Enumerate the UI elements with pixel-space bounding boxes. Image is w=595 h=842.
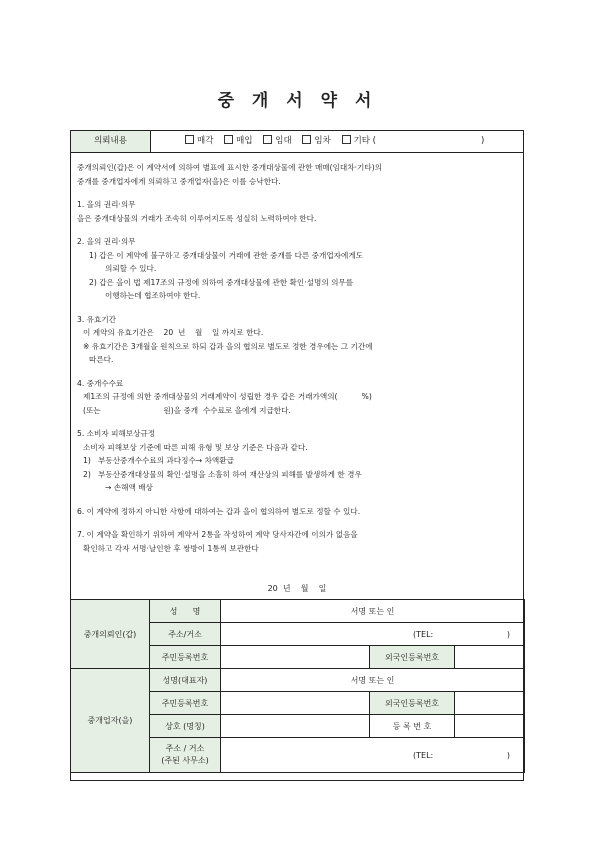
client-name-label: 성 명 <box>150 600 221 623</box>
request-label: 의뢰내용 <box>71 131 151 152</box>
option-sale[interactable]: 매각 <box>185 136 213 146</box>
section-heading: 1. 을의 권리·의무 <box>77 200 136 209</box>
client-party-label: 중개의뢰인(갑) <box>71 600 150 669</box>
broker-trade-label: 상호 (명칭) <box>150 715 221 738</box>
option-other[interactable]: 기타 ( <box>342 136 376 146</box>
client-rrn-label: 주민등록번호 <box>150 646 221 669</box>
checkbox[interactable] <box>224 135 233 144</box>
tel-open: (TEL: <box>413 750 434 760</box>
intro-line: 중개를 중개업자에게 의뢰하고 중개업자(을)은 이를 승낙한다. <box>77 176 281 186</box>
client-signature-field[interactable] <box>221 600 525 623</box>
broker-party-label: 중개업자(을) <box>71 669 150 773</box>
contract-body <box>77 161 519 555</box>
client-address-label: 주소/거소 <box>150 623 221 646</box>
section-heading: 2. 을의 권리·의무 <box>77 237 136 246</box>
section-text: → 손해액 배상 <box>105 483 153 492</box>
section-text: 을은 중개대상물의 거래가 조속히 이루어지도록 성실히 노력하여야 한다. <box>77 213 317 223</box>
checkbox[interactable] <box>342 135 351 144</box>
section-text: 2) 갑은 을이 법 제17조의 규정에 의하여 중개대상물에 관한 확인·설명의 의무를 <box>89 277 354 287</box>
intro-line: 중개의뢰인(갑)은 이 계약서에 의하여 별표에 표시한 중개대상물에 관한 매매(임대차·기타)의 <box>77 163 382 172</box>
section-text: 1) 갑은 이 계약에 불구하고 중개대상물이 거래에 관한 중개를 다른 중개업자에게도 <box>89 250 364 260</box>
section-text: (또는 원)을 중개 수수료로 을에게 지급한다. <box>83 405 291 415</box>
section-text: 이 계약의 유효기간은 20 년 월 일 까지로 한다. <box>83 328 264 337</box>
broker-signature-field[interactable] <box>221 669 525 692</box>
tel-open: (TEL: <box>413 629 434 639</box>
signature-table <box>70 599 525 773</box>
option-purchase[interactable]: 매입 <box>224 136 252 146</box>
checkbox[interactable] <box>185 135 194 144</box>
section-text: 1) 부동산중개수수료의 과다징수→ 차액환급 <box>83 456 234 465</box>
broker-foreign-field[interactable] <box>455 692 525 715</box>
checkbox[interactable] <box>263 135 272 144</box>
section-heading: 3. 유효기간 <box>77 314 117 324</box>
client-rrn-field[interactable] <box>221 646 370 669</box>
client-foreign-field[interactable] <box>455 646 525 669</box>
option-rent[interactable]: 임차 <box>302 136 330 146</box>
section-text: ※ 유효기간은 3개월을 원칙으로 하되 갑과 을의 협의로 별도로 정한 경우에는 그 기간에 <box>83 341 373 351</box>
broker-rrn-field[interactable] <box>221 692 370 715</box>
broker-address-field[interactable] <box>221 738 525 773</box>
client-foreign-label: 외국인등록번호 <box>370 646 455 669</box>
section-heading: 5. 소비자 피해보상규정 <box>77 429 156 438</box>
broker-name-label: 성명(대표자) <box>150 669 221 692</box>
section-text: 따른다. <box>89 355 114 364</box>
option-lease[interactable]: 임대 <box>263 136 291 146</box>
tel-close: ) <box>506 750 510 760</box>
broker-reg-label: 등 록 번 호 <box>370 715 455 738</box>
broker-address-label: 주소 / 거소 (주된 사무소) <box>150 738 221 773</box>
section-text: 이행하는데 협조하여야 한다. <box>105 291 201 300</box>
date-line: 20 년 월 일 <box>267 584 327 593</box>
signature-hint: 서명 또는 인 <box>350 675 395 685</box>
section-text: 제1조의 규정에 의한 중개대상물의 거래계약이 성립한 경우 갑은 거래가액의( %) <box>83 392 372 401</box>
tel-close: ) <box>506 629 510 639</box>
section-text: 소비자 피해보상 기준에 따른 피해 유형 및 보상 기준은 다음과 같다. <box>83 442 308 452</box>
signature-hint: 서명 또는 인 <box>350 606 395 616</box>
checkbox[interactable] <box>302 135 311 144</box>
contract-frame <box>70 130 524 781</box>
broker-trade-field[interactable] <box>221 715 370 738</box>
broker-foreign-label: 외국인등록번호 <box>370 692 455 715</box>
broker-rrn-label: 주민등록번호 <box>150 692 221 715</box>
section-heading: 6. 이 계약에 정하지 아니한 사항에 대하여는 갑과 을이 협의하여 별도로 정할 수 있다. <box>77 506 361 516</box>
option-other-close: ) <box>481 136 485 146</box>
section-text: 2) 부동산중개대상물의 확인·설명을 소홀히 하여 재산상의 피해를 발생하게 한 경우 <box>83 469 362 479</box>
section-text: 의뢰할 수 있다. <box>105 264 157 273</box>
section-heading: 7. 이 계약을 확인하기 위하여 계약서 2통을 작성하여 계약 당사자간에 이의가 없음을 <box>77 530 358 539</box>
broker-reg-field[interactable] <box>455 715 525 738</box>
request-row <box>71 131 523 153</box>
page-title: 중 개 서 약 서 <box>217 91 378 111</box>
client-address-field[interactable] <box>221 623 525 646</box>
section-text: 확인하고 각자 서명·날인한 후 쌍방이 1통씩 보관한다 <box>83 543 259 553</box>
section-heading: 4. 중개수수료 <box>77 378 124 388</box>
request-options <box>185 131 384 152</box>
